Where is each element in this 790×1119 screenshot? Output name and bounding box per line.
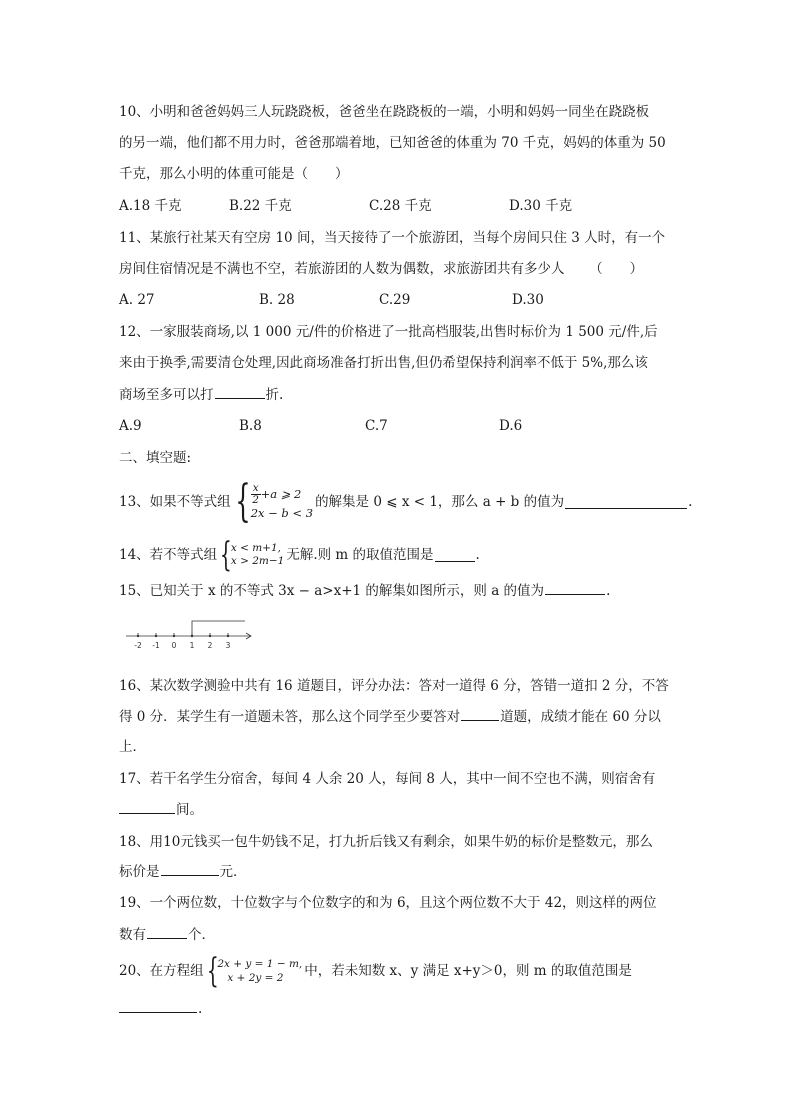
q17-answer-blank[interactable] (119, 801, 175, 814)
q12-option-d: D.6 (499, 418, 523, 434)
q14-row-2: x > 2m−1 (230, 555, 285, 567)
q17-line-2-text: 间。 (176, 802, 203, 818)
number-line-point (137, 635, 139, 637)
q13-suffix: . (688, 494, 693, 510)
q16-line-2-text: 得 0 分．某学生有一道题未答，那么这个同学至少要答对 (119, 709, 461, 725)
section-2-heading: 二、填空题: (119, 450, 192, 466)
q15-suffix: . (606, 583, 611, 599)
q10-option-a: A.18 千克 (119, 198, 182, 214)
q17-line-1: 17、若干名学生分宿舍，每间 4 人余 20 人，每间 8 人，其中一间不空也不满，则宿舍有 (119, 771, 656, 787)
q12-option-b: B.8 (239, 418, 262, 434)
q13-row-2: 2x − b < 3 (250, 506, 314, 520)
q11-option-a: A. 27 (119, 292, 155, 308)
q14-answer-blank[interactable] (435, 549, 475, 562)
q20-brace: { (206, 951, 219, 991)
q19-line-2 (119, 926, 215, 944)
number-line-label: -1 (152, 641, 160, 650)
q13-brace: { (234, 476, 251, 527)
q15-answer-blank[interactable] (545, 582, 605, 595)
q18-line-2-suffix: 元． (219, 864, 247, 880)
q20-line (119, 952, 632, 990)
q14-inequality-system (219, 535, 285, 575)
solution-set-bracket (192, 621, 245, 636)
q12-line-1: 12、一家服装商场,以 1 000 元/件的价格进了一批高档服装,出售时标价为 1 500 元/件,后 (119, 324, 658, 340)
q16-answer-blank[interactable] (461, 708, 499, 721)
q11-option-d: D.30 (512, 292, 544, 308)
q11-option-b: B. 28 (259, 292, 295, 308)
number-line-label: 0 (171, 641, 177, 650)
q19-line-2-text: 数有 (119, 927, 146, 943)
q20-row-1: 2x + y = 1 − m, (217, 958, 303, 970)
q14-brace: { (220, 535, 232, 575)
q13-middle-text: 的解集是 0 ⩽ x < 1，那么 a + b 的值为 (315, 494, 565, 510)
number-line-point (191, 635, 193, 637)
q11-answer-paren: （ ） (589, 261, 644, 277)
q18-line-2-text: 标价是 (119, 864, 160, 880)
q12-line-2: 来由于换季,需要清仓处理,因此商场准备打折出售,但仍希望保持利润率不低于 5%,那么该 (119, 355, 648, 371)
q20-middle-text: 中，若未知数 x、y 满足 x+y＞0，则 m 的取值范围是 (304, 963, 632, 979)
q12-line-3-text: 商场至多可以打 (119, 387, 214, 403)
q20-line-2-suffix: . (198, 1001, 203, 1017)
q11-line-2 (119, 260, 643, 278)
q17-line-2 (119, 801, 203, 819)
q11-line-2-text: 房间住宿情况是不满也不空，若旅游团的人数为偶数，求旅游团共有多少人 (119, 261, 565, 277)
q20-equation-system (206, 951, 303, 991)
q18-answer-blank[interactable] (161, 863, 219, 876)
q15-line (119, 582, 610, 600)
q15-text: 15、已知关于 x 的不等式 3x − a>x+1 的解集如图所示，则 a 的值为 (119, 583, 545, 599)
q13-frac-den: 2 (252, 494, 259, 506)
q10-option-c: C.28 千克 (369, 198, 432, 214)
number-line-point (209, 635, 211, 637)
q12-option-c: C.7 (365, 418, 388, 434)
q14-row-1: x < m+1, (230, 542, 281, 554)
q10-option-b: B.22 千克 (229, 198, 292, 214)
q13-frac-num: x (252, 482, 259, 494)
q15-number-line (120, 616, 260, 652)
q12-answer-blank[interactable] (215, 386, 265, 399)
q20-prefix: 20、在方程组 (119, 963, 204, 979)
q19-line-1: 19、一个两位数，十位数字与个位数字的和为 6，且这个两位数不大于 42，则这样的两位 (119, 895, 657, 911)
q16-line-1: 16、某次数学测验中共有 16 道题目，评分办法：答对一道得 6 分，答错一道扣 2 分，不答 (119, 678, 669, 694)
q20-row-2: x + 2y = 2 (227, 972, 284, 984)
q19-answer-blank[interactable] (147, 926, 187, 939)
number-line-point (155, 635, 157, 637)
q16-line-2-suffix: 道题，成绩才能在 60 分以 (500, 709, 661, 725)
q13-line (119, 476, 693, 527)
number-line-label: 2 (207, 641, 213, 650)
q19-line-2-suffix: 个． (188, 927, 215, 943)
q14-suffix: . (475, 547, 480, 563)
q10-line-1: 10、小明和爸爸妈妈三人玩跷跷板，爸爸坐在跷跷板的一端，小明和妈妈一同坐在跷跷板 (119, 104, 650, 120)
q13-inequality-system (233, 476, 314, 527)
q20-answer-blank[interactable] (119, 1000, 197, 1013)
q11-line-1: 11、某旅行社某天有空房 10 间，当天接待了一个旅游团，当每个房间只住 3 人时，有一个 (119, 230, 666, 246)
q18-line-2 (119, 863, 247, 881)
number-line-label: -2 (134, 641, 142, 650)
q12-option-a: A.9 (119, 418, 142, 434)
number-line-point (173, 635, 175, 637)
q10-line-3: 千克，那么小明的体重可能是（ ） (119, 166, 349, 182)
q12-line-3 (119, 386, 283, 404)
q10-option-d: D.30 千克 (509, 198, 573, 214)
q14-middle-text: 无解.则 m 的取值范围是 (286, 547, 434, 563)
q13-answer-blank[interactable] (565, 496, 687, 509)
q16-line-3: 上． (119, 739, 146, 755)
q11-option-c: C.29 (379, 292, 411, 308)
q13-prefix: 13、如果不等式组 (119, 494, 231, 510)
q14-prefix: 14、若不等式组 (119, 547, 218, 563)
q10-line-2: 的另一端，他们都不用力时，爸爸那端着地，已知爸爸的体重为 70 千克，妈妈的体重为 50 (119, 135, 666, 151)
q16-line-2 (119, 708, 661, 726)
q13-fraction (251, 483, 261, 506)
q18-line-1: 18、用10元钱买一包牛奶钱不足，打九折后钱又有剩余，如果牛奶的标价是整数元，那么 (119, 834, 653, 850)
q20-line-2 (119, 1000, 202, 1018)
q13-row-1: +a ⩾ 2 (260, 487, 302, 501)
number-line-label: 1 (189, 641, 195, 650)
q12-line-3-suffix: 折. (265, 387, 284, 403)
q14-line (119, 537, 480, 573)
number-line-point (227, 635, 229, 637)
number-line-label: 3 (225, 641, 231, 650)
